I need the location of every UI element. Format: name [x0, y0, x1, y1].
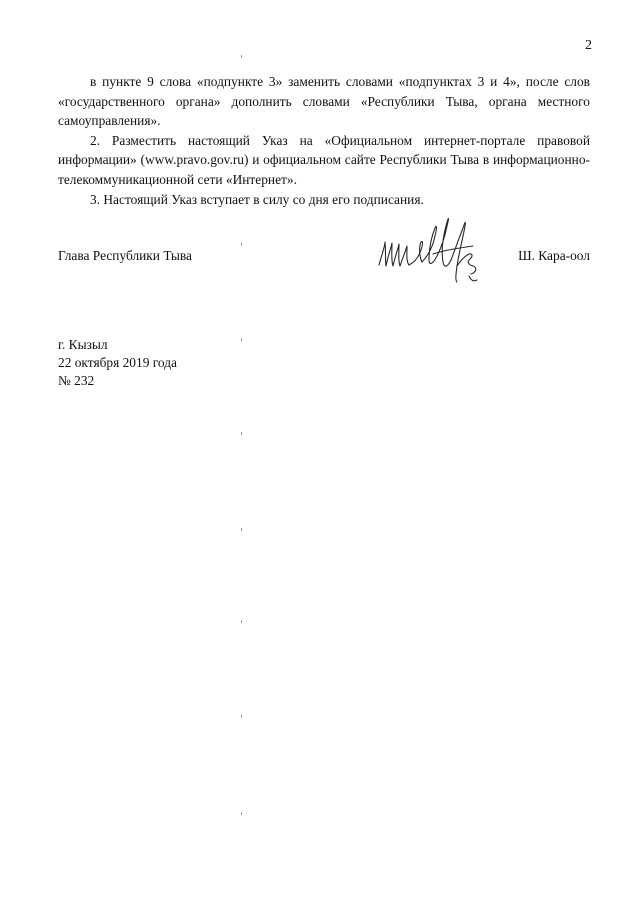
decree-number: № 232	[58, 373, 95, 388]
scan-mark	[241, 715, 242, 718]
scan-mark	[241, 528, 242, 531]
page-number: 2	[585, 38, 592, 53]
paragraph-effective: 3. Настоящий Указ вступает в силу со дня его подписания.	[90, 191, 424, 207]
scan-mark	[241, 812, 242, 815]
issue-date: 22 октября 2019 года	[58, 355, 177, 370]
scan-mark	[241, 620, 242, 623]
scan-mark	[241, 432, 242, 435]
scan-mark	[241, 243, 242, 246]
signature-block	[58, 210, 590, 290]
paragraph-publication: 2. Разместить настоящий Указ на «Официальном интернет-портале правовой информации» (www.pravo.gov.ru) и официальном сайте Республики Тыва в информационно-телекоммуникационной сети «Интернет».	[58, 132, 590, 187]
decree-body	[58, 72, 590, 209]
handwritten-signature	[373, 210, 485, 290]
issue-place: г. Кызыл	[58, 337, 108, 352]
signatory-name: Ш. Кара-оол	[518, 248, 590, 263]
issue-details	[58, 336, 177, 390]
signatory-title: Глава Республики Тыва	[58, 248, 192, 263]
paragraph-amendment: в пункте 9 слова «подпункте 3» заменить словами «подпунктах 3 и 4», после слов «государственного органа» дополнить словами «Республики Тыва, органа местного самоуправления».	[58, 74, 590, 129]
scan-mark	[241, 55, 242, 58]
scan-mark	[241, 338, 242, 341]
